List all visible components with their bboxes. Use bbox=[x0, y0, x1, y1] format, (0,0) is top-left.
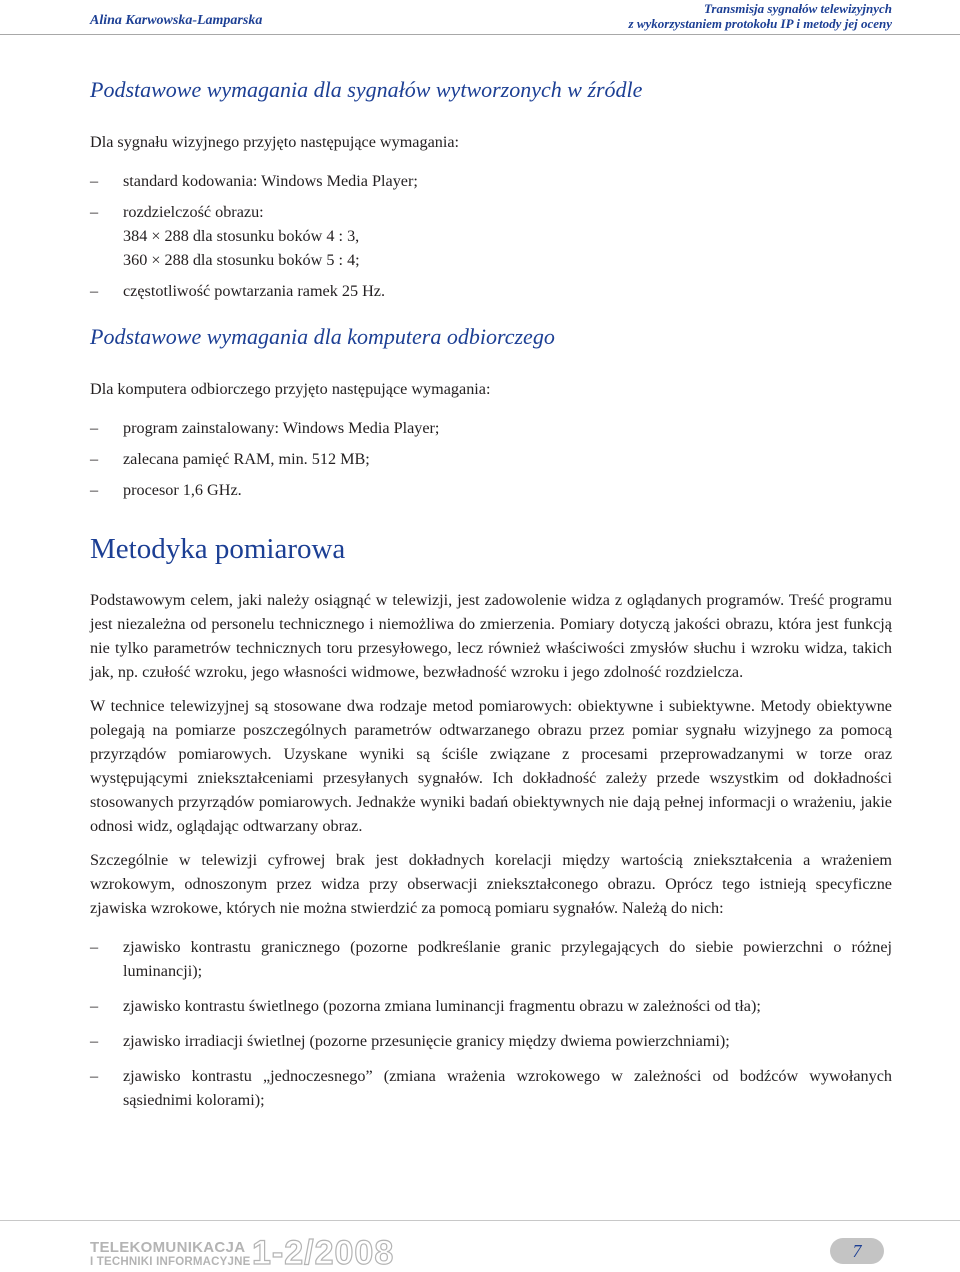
dash-marker: – bbox=[90, 938, 99, 956]
visual-phenomena-list bbox=[90, 935, 892, 1112]
receiver-requirements-list bbox=[90, 416, 892, 502]
list-item: – zjawisko kontrastu świetlnego (pozorna zmiana luminancji fragmentu obrazu w zależności od tła); bbox=[90, 994, 892, 1018]
dash-marker: – bbox=[90, 419, 99, 437]
list-item: – zjawisko kontrastu granicznego (pozorne podkreślanie granic przylegających do siebie powierzchni o różnej luminancji); bbox=[90, 935, 892, 983]
issue-number: 1-2/2008 bbox=[252, 1234, 395, 1272]
methodology-paragraph: Szczególnie w telewizji cyfrowej brak jest dokładnych korelacji między wartością zniekształcenia a wrażeniem wzrokowym, odnoszonym przez widza przy obserwacji zniekształconego obrazu. Oprócz tego istnieją specyficzne zjawiska wzrokowe, których nie można stwierdzić za pomocą pomiaru sygnałów. Należą do nich: bbox=[90, 851, 892, 917]
list-item: – rozdzielczość obrazu: 384 × 288 dla stosunku boków 4 : 3, 360 × 288 dla stosunku boków 5 : 4; bbox=[90, 200, 892, 272]
list-item: – zjawisko kontrastu „jednoczesnego” (zmiana wrażenia wzrokowego w zależności od bodźców wywołanych sąsiednimi kolorami); bbox=[90, 1064, 892, 1112]
footer-divider bbox=[0, 1220, 960, 1221]
header-title bbox=[629, 1, 892, 31]
list-item: – program zainstalowany: Windows Media Player; bbox=[90, 416, 892, 440]
resolution-line: 360 × 288 dla stosunku boków 5 : 4; bbox=[123, 251, 360, 269]
list-item: – zalecana pamięć RAM, min. 512 MB; bbox=[90, 447, 892, 471]
methodology-paragraph: Podstawowym celem, jaki należy osiągnąć w telewizji, jest zadowolenie widza z oglądanych programów. Treść programu jest niezależna od personelu technicznego i niemożliwa do zmierzenia. Pomiary dotyczą jakości obrazu, która jest funkcją nie tylko parametrów technicznych toru przesyłowego, lecz również właściwości zmysłów słuchu i wzroku widza, takich jak, np. czułość wzroku, jego własności widmowe, bezwładność wzroku i jego zdolność rozdzielcza. bbox=[90, 591, 892, 681]
list-item: – procesor 1,6 GHz. bbox=[90, 478, 892, 502]
page-number: 7 bbox=[830, 1238, 884, 1264]
receiver-requirements-heading: Podstawowe wymagania dla komputera odbiorczego bbox=[90, 324, 555, 349]
journal-logo bbox=[90, 1241, 251, 1269]
header-author: Alina Karwowska-Lamparska bbox=[90, 13, 263, 28]
list-item: – standard kodowania: Windows Media Player; bbox=[90, 169, 892, 193]
methodology-paragraph: W technice telewizyjnej są stosowane dwa rodzaje metod pomiarowych: obiektywne i subiektywne. Metody obiektywne polegają na pomiarze poszczególnych parametrów odtwarzanego obrazu przez pomiar sygnału wizyjnego za pomocą przyrządów pomiarowych. Uzyskane wyniki są ściśle związane z procesami przeprowadzanymi w torze oraz występującymi zniekształceniami przesyłanych sygnałów. Ich dokładność zależy przede wszystkim od dokładności stosowanych przyrządów pomiarowych. Jednakże wyniki badań obiektywnych nie dają pełnej informacji o wrażeniu, jakie odnosi widz, oglądając odtwarzany obraz. bbox=[90, 697, 892, 835]
dash-marker: – bbox=[90, 1032, 99, 1050]
journal-name-line-2: I TECHNIKI INFORMACYJNE bbox=[90, 1256, 251, 1268]
header-title-line-1: Transmisja sygnałów telewizyjnych bbox=[703, 1, 892, 16]
dash-marker: – bbox=[90, 481, 99, 499]
dash-marker: – bbox=[90, 282, 99, 300]
header-divider bbox=[0, 34, 960, 35]
list-item: – częstotliwość powtarzania ramek 25 Hz. bbox=[90, 279, 892, 303]
dash-marker: – bbox=[90, 203, 99, 221]
source-requirements-heading: Podstawowe wymagania dla sygnałów wytworzonych w źródle bbox=[90, 77, 643, 102]
source-requirements-list bbox=[90, 169, 892, 303]
header-title-line-2: z wykorzystaniem protokołu IP i metody jej oceny bbox=[628, 16, 892, 31]
list-item: – zjawisko irradiacji świetlnej (pozorne przesunięcie granicy między dwiema powierzchniami); bbox=[90, 1029, 892, 1053]
dash-marker: – bbox=[90, 450, 99, 468]
page-footer bbox=[0, 1220, 960, 1271]
dash-marker: – bbox=[90, 172, 99, 190]
receiver-requirements-intro: Dla komputera odbiorczego przyjęto następujące wymagania: bbox=[90, 380, 491, 398]
resolution-line: 384 × 288 dla stosunku boków 4 : 3, bbox=[123, 227, 360, 245]
running-head bbox=[0, 0, 960, 34]
methodology-heading: Metodyka pomiarowa bbox=[90, 533, 346, 565]
journal-name-line-1: TELEKOMUNIKACJA bbox=[90, 1239, 246, 1256]
page-content bbox=[90, 76, 892, 1112]
source-requirements-intro: Dla sygnału wizyjnego przyjęto następujące wymagania: bbox=[90, 133, 460, 151]
dash-marker: – bbox=[90, 1067, 99, 1085]
dash-marker: – bbox=[90, 997, 99, 1015]
